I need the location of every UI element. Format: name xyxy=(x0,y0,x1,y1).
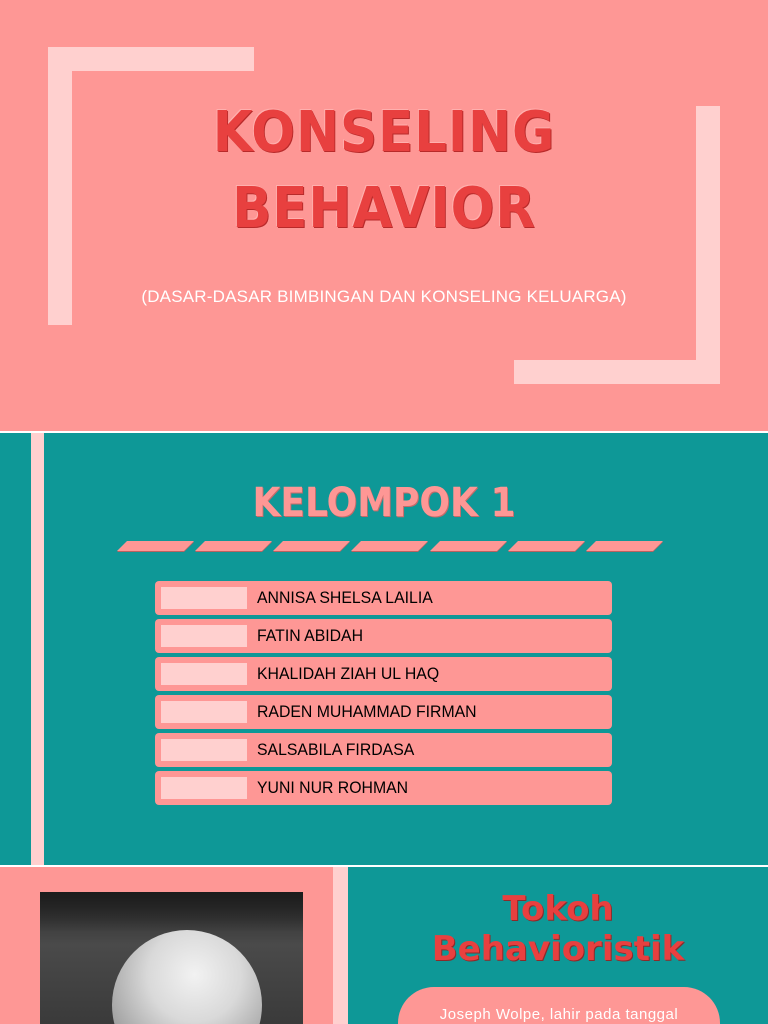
member-chip xyxy=(161,777,247,799)
figure-title xyxy=(348,889,768,969)
member-name: SALSABILA FIRDASA xyxy=(257,740,415,759)
decorative-dash xyxy=(195,541,272,551)
member-chip xyxy=(161,663,247,685)
figure-title-line-1: Tokoh xyxy=(502,889,614,929)
member-name: RADEN MUHAMMAD FIRMAN xyxy=(257,702,477,721)
photo-background-shade xyxy=(40,892,303,932)
decorative-bracket-bottom-right xyxy=(514,360,720,384)
slide-behaviorist-figure xyxy=(0,867,768,1024)
title-line-1: KONSELING xyxy=(212,100,556,165)
decorative-dash xyxy=(586,541,663,551)
member-chip xyxy=(161,739,247,761)
member-item xyxy=(155,619,612,653)
slide-title xyxy=(0,0,768,431)
member-name: FATIN ABIDAH xyxy=(257,626,364,645)
member-item xyxy=(155,733,612,767)
slide-title-heading xyxy=(31,95,738,247)
member-chip xyxy=(161,625,247,647)
title-line-2: BEHAVIOR xyxy=(232,176,536,241)
decorative-bracket-top-left xyxy=(48,47,254,71)
decorative-dash-row xyxy=(118,541,658,555)
member-name: KHALIDAH ZIAH UL HAQ xyxy=(257,664,440,683)
member-list xyxy=(155,581,612,809)
decorative-dash xyxy=(430,541,507,551)
portrait-head xyxy=(112,930,262,1024)
decorative-dash xyxy=(351,541,428,551)
member-chip xyxy=(161,587,247,609)
member-chip xyxy=(161,701,247,723)
bubble-text: Joseph Wolpe, lahir pada tanggal xyxy=(439,1006,679,1023)
decorative-vertical-divider xyxy=(333,867,348,1024)
member-item xyxy=(155,581,612,615)
decorative-dash xyxy=(508,541,585,551)
slide-subtitle: (DASAR-DASAR BIMBINGAN DAN KONSELING KELUARGA) xyxy=(141,287,627,306)
member-item xyxy=(155,771,612,805)
slide-group-members xyxy=(0,433,768,865)
decorative-dash xyxy=(117,541,194,551)
figure-title-line-2: Behavioristik xyxy=(431,929,685,969)
decorative-dash xyxy=(273,541,350,551)
member-name: ANNISA SHELSA LAILIA xyxy=(257,588,433,607)
member-name: YUNI NUR ROHMAN xyxy=(257,778,409,797)
member-item xyxy=(155,695,612,729)
group-title: KELOMPOK 1 xyxy=(252,480,516,526)
portrait-photo xyxy=(40,892,303,1024)
member-item xyxy=(155,657,612,691)
